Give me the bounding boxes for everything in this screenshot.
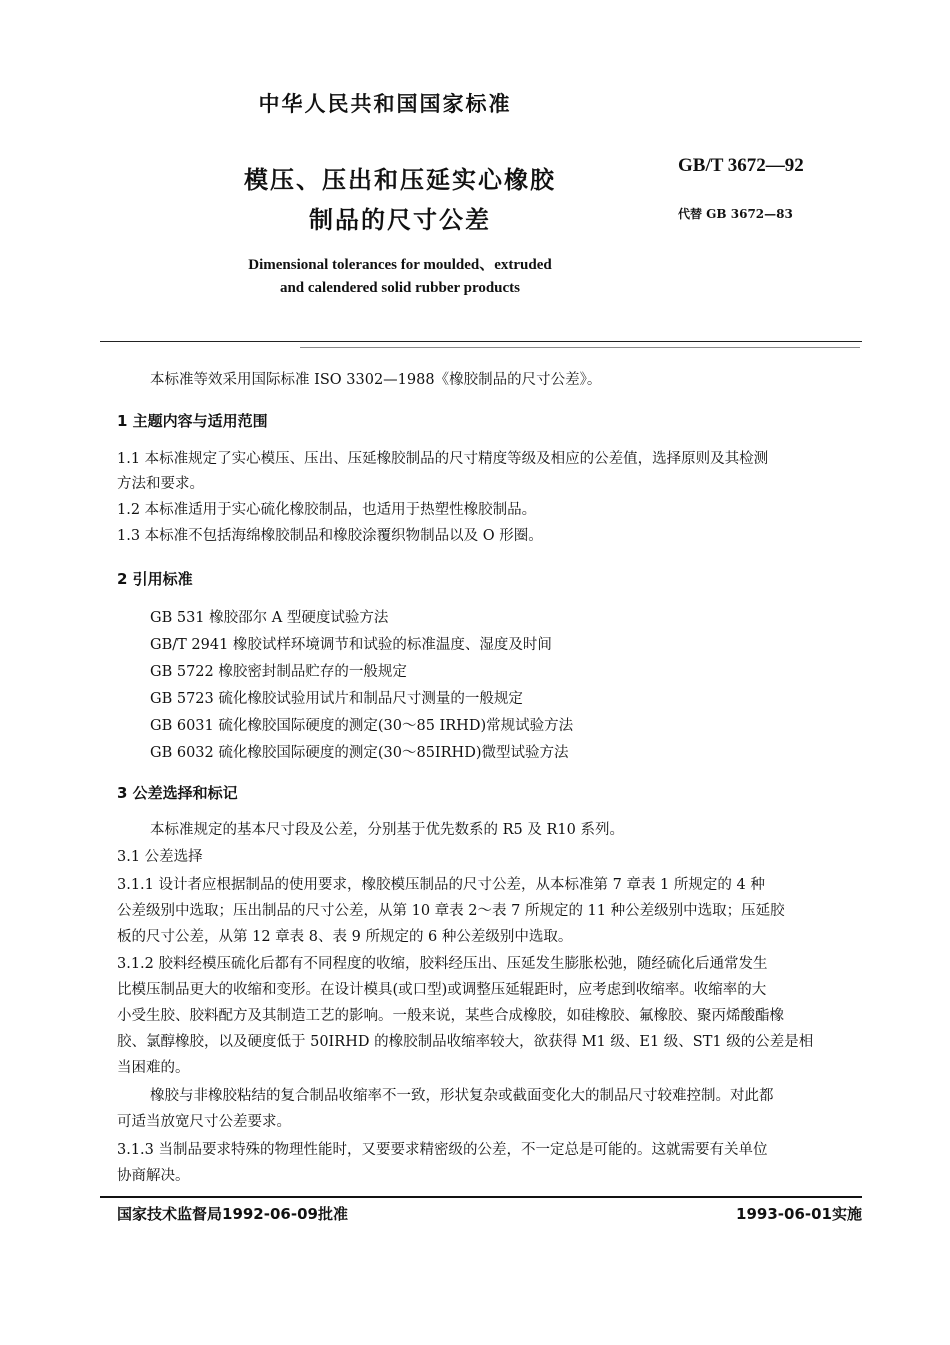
clause-3-1-3-line: 协商解决。 — [117, 1168, 190, 1184]
section-1-heading: 1 主题内容与适用范围 — [117, 412, 268, 430]
clause-3-1-2-line: 比模压制品更大的收缩和变形。在设计模具(或口型)或调整压延辊距时，应考虑到收缩率。收缩率的大 — [117, 982, 767, 998]
english-title-line-1: Dimensional tolerances for moulded、extruded — [248, 257, 552, 273]
clause-3-1-2-line: 胶、氯醇橡胶，以及硬度低于 50IRHD 的橡胶制品收缩率较大，欲获得 M1 级、E1 级、ST1 级的公差是相 — [117, 1034, 814, 1050]
english-title-line-2: and calendered solid rubber products — [279, 280, 521, 296]
reference-item: GB 531 橡胶邵尔 A 型硬度试验方法 — [150, 610, 389, 626]
composite-note-line: 可适当放宽尺寸公差要求。 — [117, 1114, 291, 1130]
reference-item: GB 6032 硫化橡胶国际硬度的测定(30～85IRHD)微型试验方法 — [150, 745, 569, 761]
top-divider — [100, 341, 862, 342]
clause-3-1-1-line: 3.1.1 设计者应根据制品的使用要求，橡胶模压制品的尺寸公差，从本标准第 7 章表 1 所规定的 4 种 — [117, 877, 765, 893]
section-3-heading: 3 公差选择和标记 — [117, 784, 238, 802]
clause-1-1-line-1: 1.1 本标准规定了实心模压、压出、压延橡胶制品的尺寸精度等级及相应的公差值，选择原则及其检测 — [117, 451, 769, 467]
standard-code: GB/T 3672—92 — [678, 155, 804, 176]
implementation-date: 1993-06-01实施 — [736, 1205, 862, 1223]
intro-paragraph: 本标准等效采用国际标准 ISO 3302—1988《橡胶制品的尺寸公差》。 — [150, 372, 602, 388]
top-divider-thin — [300, 347, 860, 348]
reference-item: GB 5723 硫化橡胶试验用试片和制品尺寸测量的一般规定 — [150, 691, 523, 707]
clause-3-1-2-line: 小受生胶、胶料配方及其制造工艺的影响。一般来说，某些合成橡胶，如硅橡胶、氟橡胶、聚丙烯酸酯橡 — [117, 1008, 784, 1024]
clause-3-1-2-line: 3.1.2 胶料经模压硫化后都有不同程度的收缩，胶料经压出、压延发生膨胀松弛，随经硫化后通常发生 — [117, 956, 768, 972]
clause-3-1-3-line: 3.1.3 当制品要求特殊的物理性能时，又要要求精密级的公差，不一定总是可能的。这就需要有关单位 — [117, 1142, 768, 1158]
reference-item: GB 6031 硫化橡胶国际硬度的测定(30～85 IRHD)常规试验方法 — [150, 718, 574, 734]
document-header: 中华人民共和国国家标准 — [258, 92, 512, 116]
reference-item: GB/T 2941 橡胶试样环境调节和试验的标准温度、湿度及时间 — [150, 637, 552, 653]
reference-item: GB 5722 橡胶密封制品贮存的一般规定 — [150, 664, 407, 680]
clause-1-2: 1.2 本标准适用于实心硫化橡胶制品，也适用于热塑性橡胶制品。 — [117, 502, 537, 518]
footer-divider — [100, 1196, 862, 1198]
title-line-1: 模压、压出和压延实心橡胶 — [244, 166, 556, 194]
clause-1-3: 1.3 本标准不包括海绵橡胶制品和橡胶涂覆织物制品以及 O 形圈。 — [117, 528, 543, 544]
clause-3-1-1-line: 公差级别中选取；压出制品的尺寸公差，从第 10 章表 2～表 7 所规定的 11 种公差级别中选取；压延胶 — [117, 903, 785, 919]
title-line-2: 制品的尺寸公差 — [309, 206, 491, 234]
clause-3-1-1-line: 板的尺寸公差，从第 12 章表 8、表 9 所规定的 6 种公差级别中选取。 — [117, 929, 573, 945]
replaces-note: 代替 GB 3672—83 — [678, 207, 793, 221]
composite-note-line: 橡胶与非橡胶粘结的复合制品收缩率不一致，形状复杂或截面变化大的制品尺寸较难控制。对此都 — [150, 1088, 774, 1104]
clause-1-1-line-2: 方法和要求。 — [117, 476, 204, 492]
section-2-heading: 2 引用标准 — [117, 570, 193, 588]
clause-3-1-2-line: 当困难的。 — [117, 1060, 190, 1076]
approval-date: 国家技术监督局1992-06-09批准 — [117, 1205, 348, 1223]
section-3-intro: 本标准规定的基本尺寸段及公差，分别基于优先数系的 R5 及 R10 系列。 — [150, 822, 624, 838]
clause-3-1-heading: 3.1 公差选择 — [117, 849, 203, 865]
